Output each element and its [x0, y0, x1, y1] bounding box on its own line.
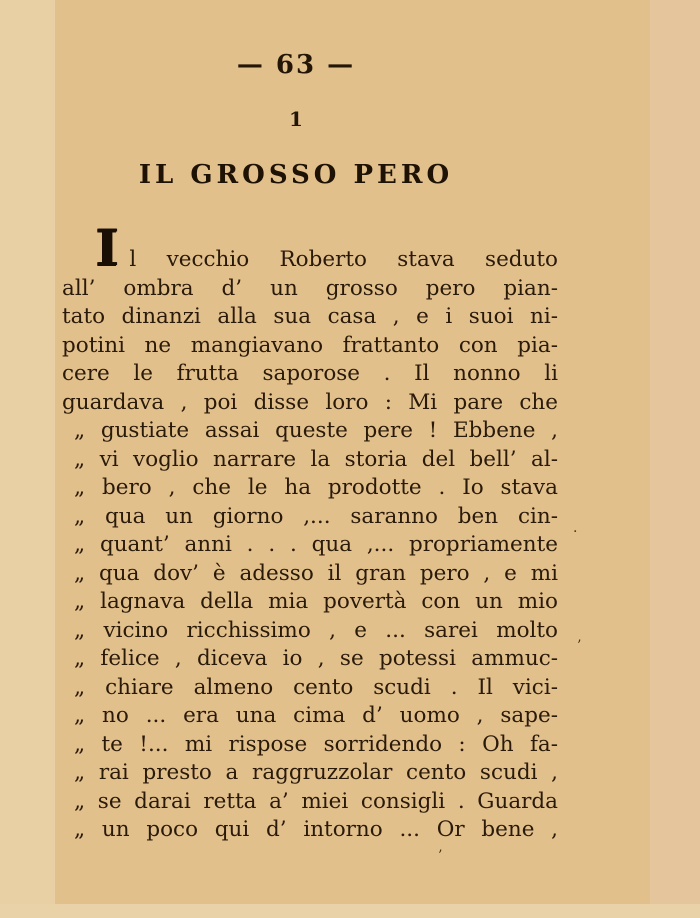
text-line: „ qua un giorno ,... saranno ben cin- — [74, 503, 558, 529]
text-line: „ bero , che le ha prodotte . Io stava — [74, 475, 558, 500]
text-line: „ un poco qui d’ intorno ... Or bene , — [74, 817, 558, 842]
text-line: „ vi voglio narrare la storia del bell’ al- — [74, 446, 558, 472]
text-line: „ no ... era una cima d’ uomo , sape- — [74, 703, 558, 728]
text-column — [62, 0, 558, 918]
text-line: guardava , poi disse loro : Mi pare che — [62, 389, 558, 415]
text-line: „ qua dov’ è adesso il gran pero , e mi — [74, 560, 558, 586]
drop-cap-initial: I — [95, 218, 119, 277]
chapter-title: IL GROSSO PERO — [138, 160, 454, 190]
scan-edge-right — [650, 0, 700, 918]
text-line: „ chiare almeno cento scudi . Il vici- — [74, 674, 558, 700]
text-line: „ te !... mi rispose sorridendo : Oh fa- — [74, 731, 558, 757]
page-number: — 63 — — [236, 50, 356, 80]
ink-speck: . — [573, 520, 578, 536]
section-number: 1 — [289, 107, 303, 131]
ink-speck: ’ — [577, 638, 582, 654]
text-line: „ vicino ricchissimo , e ... sarei molto — [74, 617, 558, 643]
text-line: all’ ombra d’ un grosso pero pian- — [62, 275, 558, 301]
ink-speck: ’ — [438, 848, 443, 864]
text-line: potini ne mangiavano frattanto con pia- — [62, 332, 558, 358]
text-line — [62, 218, 558, 277]
scan-edge-left — [0, 0, 55, 918]
body-text — [62, 218, 558, 845]
text-line: „ lagnava della mia povertà con un mio — [74, 589, 558, 614]
text-line: „ rai presto a raggruzzolar cento scudi , — [74, 760, 558, 785]
text-line: „ se darai retta a’ miei consigli . Guarda — [74, 788, 558, 814]
text-line: „ quant’ anni . . . qua ,... propriamente — [74, 532, 558, 557]
text-line-content: l vecchio Roberto stava seduto — [129, 247, 558, 272]
text-line: cere le frutta saporose . Il nonno li — [62, 361, 558, 386]
text-line: „ gustiate assai queste pere ! Ebbene , — [74, 418, 558, 443]
text-line: tato dinanzi alla sua casa , e i suoi ni- — [62, 304, 558, 329]
text-line: „ felice , diceva io , se potessi ammuc- — [74, 646, 558, 671]
